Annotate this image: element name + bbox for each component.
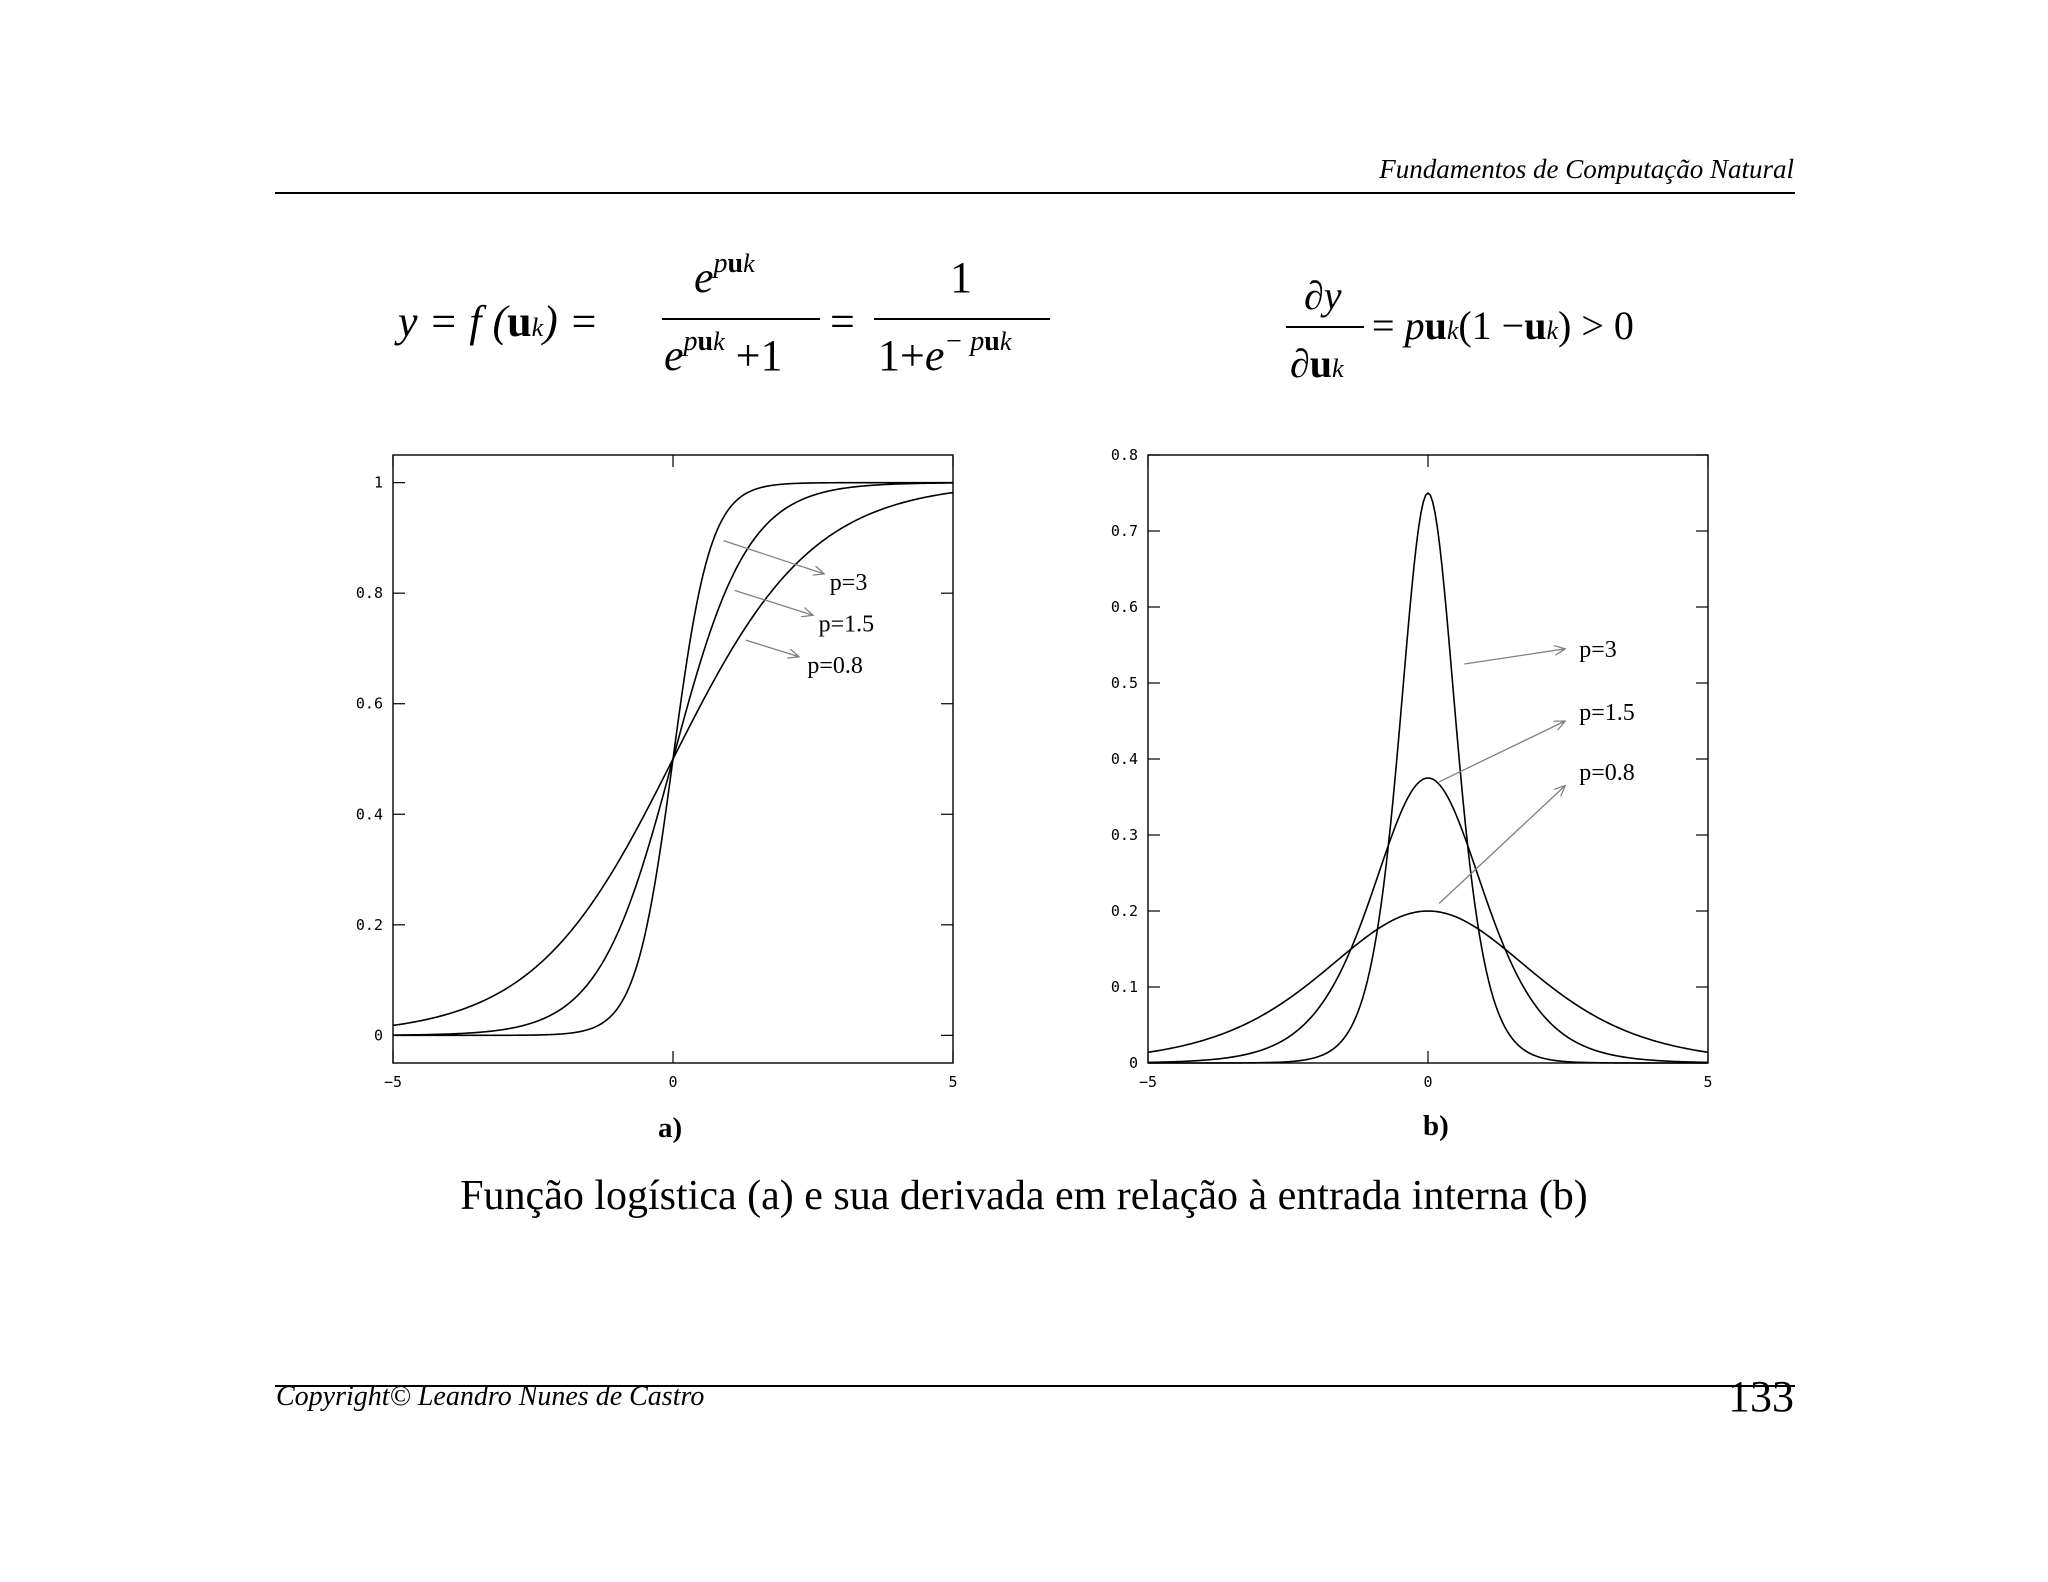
annotation-label-b-p-1_5: p=1.5	[1579, 699, 1635, 726]
annotation-arrow-a-p-0_8	[746, 640, 799, 657]
x-tick-label-a: 0	[668, 1073, 678, 1091]
series-line-b-p-0_8	[1148, 911, 1708, 1052]
annotation-label-b-p-0_8: p=0.8	[1579, 759, 1635, 786]
x-tick-label-b: −5	[1138, 1073, 1158, 1091]
y-tick-label-b: 0	[1128, 1054, 1138, 1072]
logistic-numerator-2: 1	[950, 253, 972, 302]
y-tick-label-a: 0	[373, 1026, 383, 1045]
annotation-label-a-p-3: p=3	[829, 570, 868, 597]
x-tick-label-a: −5	[383, 1073, 403, 1091]
y-tick-label-a: 0.2	[355, 915, 383, 934]
annotation-label-a-p-0_8: p=0.8	[807, 653, 863, 680]
y-tick-label-b: 0.6	[1110, 598, 1138, 616]
y-tick-label-a: 1	[373, 473, 383, 492]
annotation-arrow-a-p-1_5	[735, 590, 813, 615]
figure-caption: Função logística (a) e sua derivada em relação à entrada interna (b)	[460, 1173, 1588, 1219]
x-tick-label-b: 0	[1423, 1073, 1433, 1091]
y-tick-label-b: 0.1	[1110, 978, 1138, 996]
header-title: Fundamentos de Computação Natural	[1379, 154, 1794, 184]
y-tick-label-b: 0.5	[1110, 674, 1138, 692]
y-tick-label-b: 0.4	[1110, 750, 1138, 768]
page-number: 133	[1728, 1372, 1794, 1421]
logistic-denominator: $e^{puk} +1$	[664, 326, 783, 380]
y-tick-label-b: 0.2	[1110, 902, 1138, 920]
series-line-b-p-1_5	[1148, 778, 1708, 1062]
annotation-arrow-b-p-3	[1464, 649, 1565, 664]
y-tick-label-b: 0.3	[1110, 826, 1138, 844]
x-tick-label-b: 5	[1703, 1073, 1713, 1091]
logistic-denominator-2: $1+e^{- puk}$	[878, 326, 1012, 380]
derivative-denominator: ∂uk	[1290, 341, 1344, 386]
logistic-lhs: y = f (uk) =	[398, 297, 599, 346]
y-tick-label-a: 0.8	[355, 584, 383, 603]
y-tick-label-b: 0.8	[1110, 446, 1138, 464]
derivative-rhs: = puk(1 −uk) > 0	[1372, 303, 1634, 348]
annotation-label-a-p-1_5: p=1.5	[818, 611, 875, 638]
annotation-label-b-p-3: p=3	[1579, 636, 1617, 663]
logistic-numerator: $e^{puk}$	[694, 248, 755, 302]
footer-copyright: Copyright© Leandro Nunes de Castro	[276, 1381, 705, 1412]
y-tick-label-a: 0.6	[355, 694, 383, 713]
annotation-arrow-a-p-3	[723, 541, 824, 574]
logistic-equals-2: =	[830, 297, 855, 346]
y-tick-label-b: 0.7	[1110, 522, 1138, 540]
series-line-a-p-0_8	[393, 493, 953, 1026]
panel-label-b: b)	[1423, 1110, 1449, 1142]
derivative-numerator: ∂y	[1304, 273, 1342, 318]
y-tick-label-a: 0.4	[355, 805, 383, 824]
panel-label-a: a)	[658, 1112, 683, 1144]
annotation-arrow-b-p-0_8	[1439, 786, 1565, 904]
x-tick-label-a: 5	[948, 1073, 958, 1091]
